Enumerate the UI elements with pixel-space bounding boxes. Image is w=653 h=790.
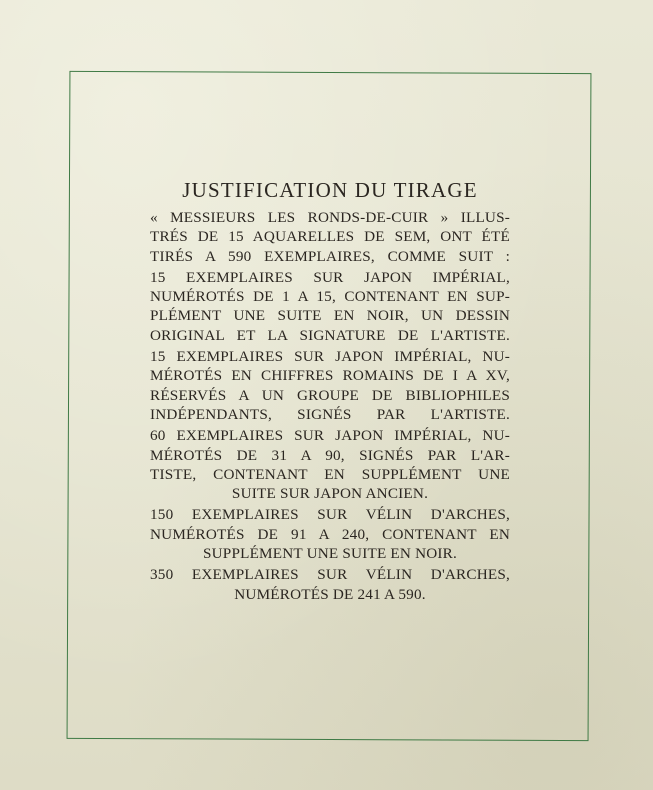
text-line: NUMÉROTÉS DE 241 A 590.	[234, 585, 426, 603]
text-line: NUMÉROTÉS DE 91 A 240, CONTENANT EN	[150, 525, 510, 543]
text-line: TISTE, CONTENANT EN SUPPLÉMENT UNE	[150, 465, 510, 483]
text-line: 150 EXEMPLAIRES SUR VÉLIN D'ARCHES,	[150, 506, 510, 524]
text-line: « MESSIEURS LES RONDS-DE-CUIR » ILLUS-	[150, 209, 510, 226]
text-line: MÉROTÉS DE 31 A 90, SIGNÉS PAR L'AR-	[150, 446, 510, 464]
paragraph-japon-imperial-31-90	[150, 426, 510, 503]
colophon-text-block	[150, 176, 510, 606]
text-line: TRÉS DE 15 AQUARELLES DE SEM, ONT ÉTÉ	[150, 228, 510, 246]
text-line: PLÉMENT UNE SUITE EN NOIR, UN DESSIN	[150, 307, 510, 325]
text-line: 350 EXEMPLAIRES SUR VÉLIN D'ARCHES,	[150, 566, 510, 584]
text-line: SUITE SUR JAPON ANCIEN.	[231, 485, 429, 503]
text-line: 60 EXEMPLAIRES SUR JAPON IMPÉRIAL, NU-	[150, 427, 510, 445]
paragraph-japon-imperial-i-xv	[150, 347, 510, 424]
text-line: TIRÉS A 590 EXEMPLAIRES, COMME SUIT :	[150, 247, 510, 265]
text-line: 15 EXEMPLAIRES SUR JAPON IMPÉRIAL,	[150, 268, 510, 286]
text-line: 15 EXEMPLAIRES SUR JAPON IMPÉRIAL, NU-	[150, 348, 510, 366]
paragraph-velin-241-590	[150, 565, 510, 604]
paragraph-intro	[150, 208, 510, 266]
text-line: ORIGINAL ET LA SIGNATURE DE L'ARTISTE.	[150, 326, 510, 344]
text-line: SUPPLÉMENT UNE SUITE EN NOIR.	[202, 545, 457, 563]
text-line: MÉROTÉS EN CHIFFRES ROMAINS DE I A XV,	[150, 367, 510, 385]
page-title: JUSTIFICATION DU TIRAGE	[182, 178, 478, 202]
text-line: RÉSERVÉS A UN GROUPE DE BIBLIOPHILES	[150, 386, 510, 404]
text-line: INDÉPENDANTS, SIGNÉS PAR L'ARTISTE.	[150, 405, 510, 423]
paragraph-velin-91-240	[150, 505, 510, 563]
paragraph-japon-imperial-1-15	[150, 268, 510, 345]
text-line: NUMÉROTÉS DE 1 A 15, CONTENANT EN SUP-	[150, 288, 510, 306]
